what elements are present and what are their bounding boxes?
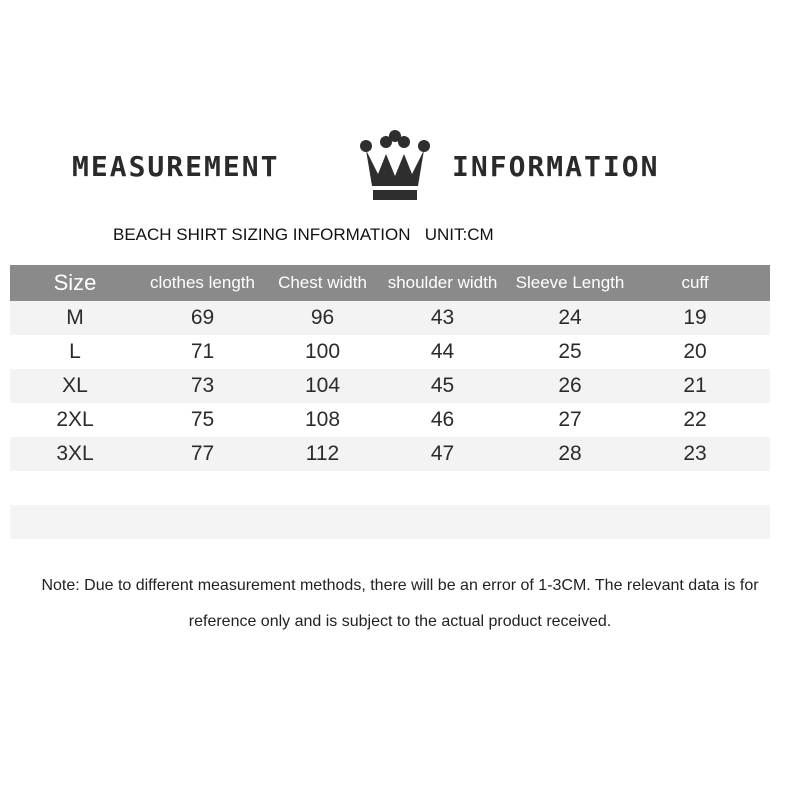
header <box>0 128 800 208</box>
table-cell: 96 <box>310 306 335 329</box>
table-cell: 25 <box>558 340 582 363</box>
table-row <box>10 437 770 471</box>
table-empty-row <box>10 505 770 539</box>
title-left: MEASUREMENT <box>72 150 280 183</box>
table-cell: 22 <box>683 408 707 431</box>
table-cell: XL <box>62 374 88 397</box>
table-cell: 3XL <box>56 442 94 465</box>
crown-icon <box>356 128 434 206</box>
table-cell: 104 <box>304 374 341 397</box>
table-cell: 21 <box>683 374 707 397</box>
table-cell: 100 <box>304 340 341 363</box>
subtitle: BEACH SHIRT SIZING INFORMATION UNIT:CM <box>113 225 494 244</box>
table-cell: 45 <box>430 374 455 397</box>
table-empty-row <box>10 471 770 505</box>
table-cell: 19 <box>683 306 707 329</box>
table-row <box>10 335 770 369</box>
table-cell: 20 <box>683 340 707 363</box>
size-table <box>10 265 770 539</box>
table-cell: 2XL <box>56 408 94 431</box>
table-cell: 73 <box>190 374 215 397</box>
table-cell: 47 <box>430 442 455 465</box>
note-line: reference only and is subject to the actual product received. <box>188 613 612 630</box>
table-cell: 27 <box>558 408 582 431</box>
table-cell: 75 <box>190 408 215 431</box>
table-cell: L <box>69 340 81 363</box>
table-header-row <box>10 265 770 301</box>
table-cell: 23 <box>683 442 707 465</box>
measurement-note <box>0 568 800 640</box>
table-cell: 43 <box>430 306 455 329</box>
table-cell: 28 <box>558 442 582 465</box>
table-cell: 44 <box>430 340 455 363</box>
column-header: clothes length <box>150 273 255 292</box>
table-cell: 69 <box>190 306 215 329</box>
table-cell: 77 <box>190 442 215 465</box>
note-line: Note: Due to different measurement methods, there will be an error of 1-3CM. The relevant data is for <box>41 577 759 594</box>
column-header: Size <box>53 270 97 295</box>
table-cell: 108 <box>304 408 341 431</box>
table-cell: 71 <box>190 340 215 363</box>
table-row <box>10 369 770 403</box>
table-cell: 112 <box>305 442 340 465</box>
table-cell: 24 <box>558 306 582 329</box>
column-header: Chest width <box>278 273 367 292</box>
column-header: cuff <box>681 273 709 292</box>
title-right: INFORMATION <box>452 150 660 183</box>
table-row <box>10 403 770 437</box>
table-row <box>10 301 770 335</box>
table-cell: M <box>66 306 84 329</box>
column-header: Sleeve Length <box>515 273 625 292</box>
table-cell: 26 <box>558 374 582 397</box>
column-header: shoulder width <box>387 273 498 292</box>
table-cell: 46 <box>430 408 455 431</box>
